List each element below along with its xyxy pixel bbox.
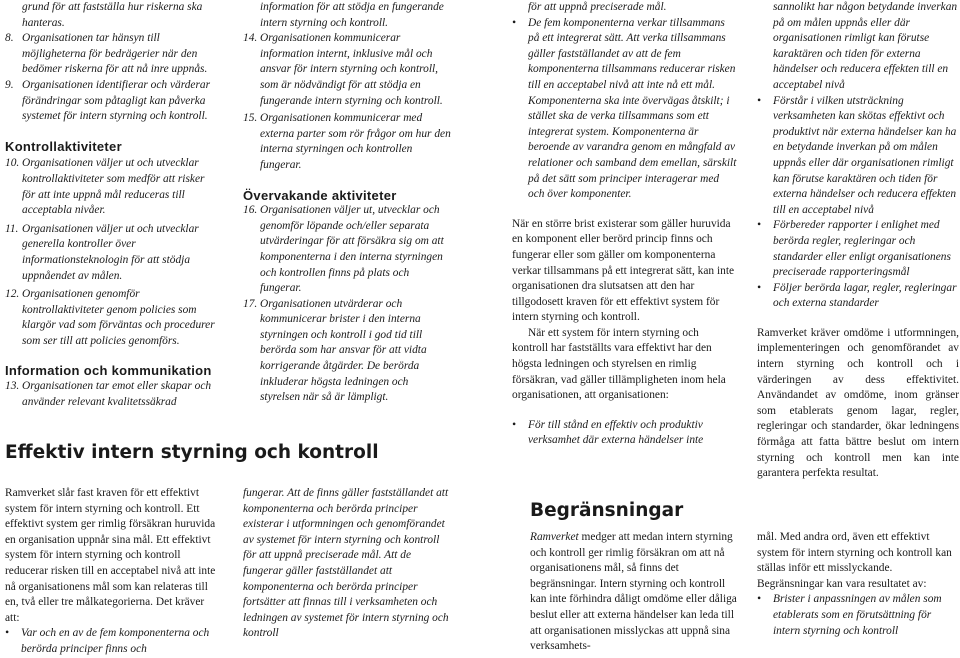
- bullet-operations: • För till stånd en effektiv och produktiv verksamhet där externa händelser inte: [512, 418, 704, 447]
- principle-item-11: 11. Organisationen väljer ut och utvecklar generella kontroller över informationsteknologin för att stödja uppnåendet av målen.: [5, 222, 199, 282]
- bullet-icon: •: [512, 16, 516, 29]
- bullet-understands: • Förstår i vilken utsträckning verksamheten kan skötas effektivt och produktivt när externa händelser kan ha en betydande inverkan på om målen uppnås eller där organisationen rimligt kan förutse karaktären och tiden för externa händelser och reducera effekten till en acceptabel nivå: [757, 94, 957, 216]
- paragraph-effective-system: När ett system för intern styrning och kontroll har fastställts vara effektivt har den högsta ledningen och styrelsen en rimlig försäkran, vad gäller tillämpligheten inom hela organisationen, att organisationen:: [512, 326, 726, 402]
- heading-limitations: Begränsningar: [530, 500, 684, 521]
- limitations-col-3: [530, 530, 742, 655]
- framework-lead: Ramverket: [530, 531, 579, 543]
- paragraph-functioning: fungerar. Att de finns gäller fastställandet att komponenterna och berörda principer existerar i utformningen och genomförandet av systemet för intern styrning och kontroll för att uppnå preciserade mål. Att de fungerar gäller fastställandet att komponenterna och berörda principer fortsätter att finnas till i verksamheten och ledningen av systemet för intern styrning och kontroll: [243, 487, 449, 640]
- bullet-icon: •: [757, 219, 761, 232]
- principle-item-9: 9. Organisationen identifierar och värderar förändringar som påtagligt kan påverka systemet för intern styrning och kontroll.: [5, 78, 211, 123]
- paragraph-deficiency: När en större brist existerar som gäller huruvida en komponent eller berörd princip finns och fungerar eller som gäller om komponenterna verkar tillsammans på ett integrerat sätt, kan inte organisationen dra slutsatsen att den har tillgodosett kraven för ett effektivt system för intern styrning och kontroll.: [512, 217, 735, 324]
- bullet-components: • Var och en av de fem komponenterna och berörda principer finns och: [5, 627, 210, 655]
- paragraph-framework: Ramverket slår fast kraven för ett effektivt system för intern styrning och kontroll. Ett effektivt system ger rimlig försäkran huruvida en organisation uppnår sina mål. Ett effektivt system för intern styrning och kontroll reducerar risken till en acceptabel nivå att inte nå organisationens mål som kan relateras till en, två eller tre målkategorierna. Det kräver att:: [5, 487, 216, 624]
- heading-effective-control: Effektiv intern styrning och kontroll: [5, 442, 379, 463]
- principle-item-10: 10. Organisationen väljer ut och utvecklar kontrollaktiviteter som medför att risker för att inte uppnå mål reduceras till acceptabla nivåer.: [5, 157, 205, 217]
- continued-text: information för att stödja en fungerande intern styrning och kontroll.: [260, 1, 444, 29]
- heading-monitoring: Övervakande aktiviteter: [243, 187, 397, 203]
- bullet-icon: •: [512, 418, 516, 431]
- bullet-icon: •: [757, 281, 761, 294]
- column-2: [243, 0, 451, 406]
- principle-item-16: 16. Organisationen väljer ut, utvecklar och genomför löpande och/eller separata utvärderingar för att försäkra sig om att komponenterna i den interna styrningen och kontrollen finns på plats och fungerar.: [243, 204, 444, 295]
- continued-text: sannolikt har någon betydande inverkan på om målen uppnås eller där organisationen rimligt kan förutse karaktären och tiden för externa händelser och reducera effekten till en acceptabel nivå: [773, 1, 958, 91]
- bullet-icon: •: [757, 593, 761, 606]
- continued-text: för att uppnå preciserade mål.: [528, 1, 667, 13]
- paragraph-failure: mål. Med andra ord, även ett effektivt system för intern styrning och kontroll kan ställas inför ett misslyckande. Begränsningar kan vara resultatet av:: [757, 531, 952, 590]
- bullet-icon: •: [757, 94, 761, 107]
- principle-item-17: 17. Organisationen utvärderar och kommunicerar brister i den interna styrningen och kontroll i god tid till berörda som har ansvar för att vidta korrigerande åtgärder. De berörda inkluderar högsta ledningen och styrelsen när så är lämpligt.: [243, 297, 427, 404]
- principle-item-13: 13. Organisationen tar emot eller skapar och använder relevant kvalitetssäkrad: [5, 380, 212, 408]
- paragraph-limitations: medger att medan intern styrning och kontroll ger rimlig försäkran om att nå organisationens mål, så finns det begränsningar. Intern styrning och kontroll kan inte förhindra dåligt omdöme eller dåliga beslut eller att externa händelser kan leda till att organisationen misslyckas att uppnå sina verksamhets-: [530, 531, 737, 653]
- bullet-laws: • Följer berörda lagar, regler, regleringar och externa standarder: [757, 281, 957, 310]
- effective-col-2: [243, 486, 451, 642]
- bullet-integrated: • De fem komponenterna verkar tillsammans på ett integrerat sätt. Att verka tillsammans gäller fastställandet av att de fem komponenterna tillsammans reducerar risken till en acceptabel nivå att inte nå ett mål. Komponenterna ska inte övervägas åtskilt; i stället ska de verka tillsammans som ett integrerat system. Komponenterna är beroende av varandra genom en mångfald av relationer och samband dem emellan, särskilt på det sätt som principer interagerar med och över komponenter.: [512, 16, 737, 201]
- continued-text: grund för att fastställa hur riskerna ska hanteras.: [22, 1, 203, 29]
- column-1: [5, 0, 217, 410]
- column-4: [757, 0, 959, 482]
- bullet-icon: •: [5, 627, 9, 640]
- principle-item-14: 14. Organisationen kommunicerar information internt, inklusive mål och ansvar för intern styrning och kontroll, som är nödvändigt för att stödja en fungerande intern styrning och kontroll.: [243, 32, 443, 107]
- bullet-reports: • Förbereder rapporter i enlighet med berörda regler, regleringar och standarder eller enligt organisationens preciserade rapporteringsmål: [757, 219, 951, 279]
- heading-control-activities: Kontrollaktiviteter: [5, 138, 122, 154]
- heading-information: Information och kommunikation: [5, 363, 212, 379]
- principle-item-8: 8. Organisationen tar hänsyn till möjligheterna för bedrägerier när den bedömer riskerna för att nå inre uppnås.: [5, 32, 208, 76]
- bullet-objectives: • Brister i anpassningen av målen som etablerats som en förutsättning för intern styrning och kontroll: [757, 593, 942, 637]
- column-3: [512, 0, 737, 449]
- principle-item-15: 15. Organisationen kommunicerar med externa parter som rör frågor om hur den interna styrningen och kontrollen fungerar.: [243, 112, 451, 171]
- paragraph-judgment: Ramverket kräver omdöme i utformningen, implementeringen och genomförandet av intern styrning och kontroll och i värderingen av dess effektivitet. Användandet av omdöme, inom gränser som etablerats genom lagar, regler, regleringar och standarder, ökar ledningens förmåga att fatta bättre beslut om intern styrning och kontroll men kan inte garantera perfekta resultat.: [757, 326, 959, 480]
- principle-item-12: 12. Organisationen genomför kontrollaktiviteter genom policies som klargör vad som förväntas och procedurer som ser till att policies genomförs.: [5, 288, 215, 347]
- limitations-col-4: [757, 530, 959, 639]
